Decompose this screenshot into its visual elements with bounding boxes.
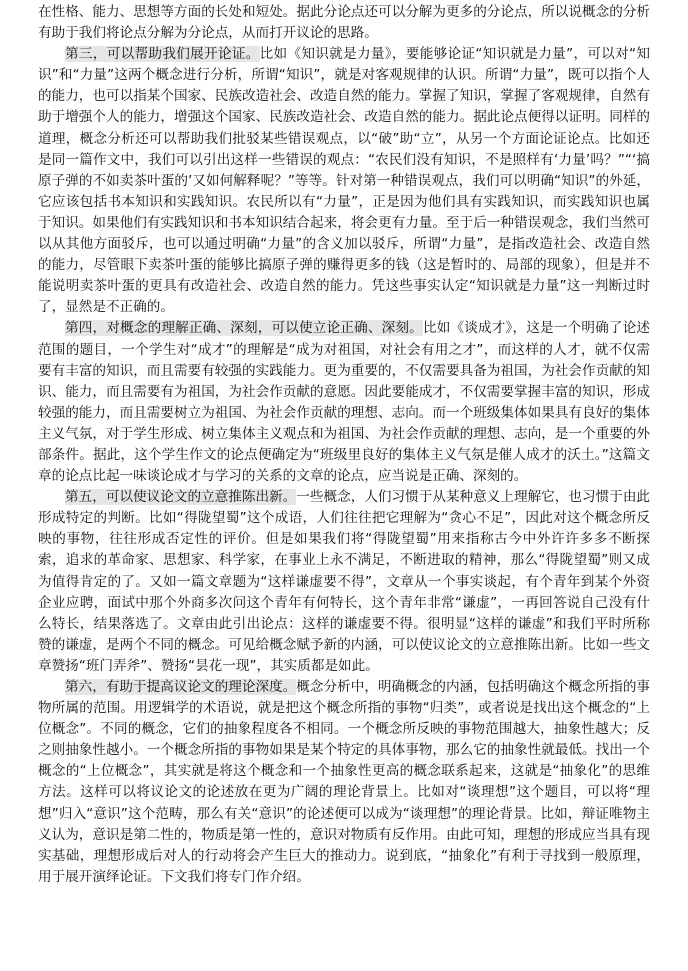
paragraph-fifth-body: 一些概念，人们习惯于从某种意义上理解它，也习惯于由此形成特定的判断。比如“得陇望蜀”这个成语，人们往往把它理解为“贪心不足”，因此对这个概念所反映的事物，往往形成否定性的评价。但是如果我们将“得陇望蜀”用来指称古今中外许许多多不断探索，追求的革命家、思想家、科学家，在事业上永不满足，不断进取的精神，那么“得陇望蜀”则又成为值得肯定的了。又如一篇文章题为“这样谦虚要不得”，文章从一个事实谈起，有个青年到某个外资企业应聘，面试中那个外商多次问这个青年有何特长，这个青年非常“谦虚”，一再回答说自己没有什么特长，结果落选了。文章由此引出论点：这样的谦虚要不得。很明显“这样的谦虚”和我们平时所称赞的谦虚，是两个不同的概念。可见给概念赋予新的内涵，可以使议论文的立意推陈出新。比如一些文章赞扬“班门弄斧”、赞扬“昙花一现”，其实质都是如此。 <box>38 489 651 674</box>
paragraph-fourth-body: 比如《谈成才》，这是一个明确了论述范围的题目，一个学生对“成才”的理解是“成为对祖国，对社会有用之才”，而这样的人才，就不仅需要有丰富的知识，而且需要有较强的实践能力。更为重要的，不仅需要具备为祖国，为社会作贡献的知识、能力，而且需要有为祖国，为社会作贡献的意愿。因此要能成才，不仅需要掌握丰富的知识，形成较强的能力，而且需要树立为祖国、为社会作贡献的理想、志向。而一个班级集体如果具有良好的集体主义气氛，对于学生形成、树立集体主义观点和为祖国、为社会作贡献的理想、志向，是一个重要的外部条件。据此，这个学生作文的论点便确定为“班级里良好的集体主义气氛是催人成才的沃土。”这篇文章的论点比起一味谈论成才与学习的关系的文章的论点，应当说是正确、深刻的。 <box>38 320 650 485</box>
paragraph-third-heading: 第三，可以帮助我们展开论证。 <box>65 46 260 63</box>
paragraph-intro <box>38 2 650 44</box>
paragraph-sixth-heading: 第六，有助于提高议论文的理论深度。 <box>65 679 297 695</box>
paragraph-sixth <box>38 677 650 888</box>
paragraph-third-body: 比如《知识就是力量》，要能够论证“知识就是力量”，可以对“知识”和“力量”这两个概念进行分析，所谓“知识”，就是对客观规律的认识。所谓“力量”，既可以指个人的能力，也可以指某个国家、民族改造社会、改造自然的能力。掌握了知识，掌握了客观规律，自然有助于增强个人的能力，增强这个国家、民族改造社会、改造自然的能力。据此论点便得以证明。同样的道理，概念分析还可以帮助我们批驳某些错误观点，以“破”助“立”，从另一个方面论证论点。比如还是同一篇作文中，我们可以引出这样一些错误的观点：“农民们没有知识，不是照样有‘力量’吗？”“‘搞原子弹的不如卖茶叶蛋的’又如何解释呢？”等等。针对第一种错误观点，我们可以明确“知识”的外延，它应该包括书本知识和实践知识。农民所以有“力量”，正是因为他们具有实践知识，而实践知识也属于知识。如果他们有实践知识和书本知识结合起来，将会更有力量。至于后一种错误观念，我们当然可以从其他方面驳斥，也可以通过明确“力量”的含义加以驳斥，所谓“力量”，是指改造社会、改造自然的能力，尽管眼下卖茶叶蛋的能够比搞原子弹的赚得更多的钱（这是暂时的、局部的现象），但是并不能说明卖茶叶蛋的更具有改造社会、改造自然的能力。凭这些事实认定“知识就是力量”这一判断过时了，显然是不正确的。 <box>38 46 651 316</box>
paragraph-third <box>38 44 650 318</box>
paragraph-intro-body: 在性格、能力、思想等方面的长处和短处。据此分论点还可以分解为更多的分论点，所以说概念的分析有助于我们将论点分解为分论点，从而打开议论的思路。 <box>38 4 650 42</box>
paragraph-fifth-heading: 第五，可以使议论文的立意推陈出新。 <box>65 489 297 506</box>
paragraph-sixth-body: 概念分析中，明确概念的内涵，包括明确这个概念所指的事物所属的范围。用逻辑学的术语说，就是把这个概念所指的事物“归类”，或者说是找出这个概念的“上位概念”。不同的概念，它们的抽象程度各不相同。一个概念所反映的事物范围越大，抽象性越大；反之则抽象性越小。一个概念所指的事物如果是某个特定的具体事物，那么它的抽象性就最低。找出一个概念的“上位概念”，其实就是将这个概念和一个抽象性更高的概念联系起来，这就是“抽象化”的思维方法。这样可以将议论文的论述放在更为广阔的理论背景上。比如对“谈理想”这个题目，可以将“理想”归入“意识”这个范畴，那么有关“意识”的论述便可以成为“谈理想”的理论背景。比如，辩证唯物主义认为，意识是第二性的，物质是第一性的，意识对物质有反作用。由此可知，理想的形成应当具有现实基础，理想形成后对人的行动将会产生巨大的推动力。说到底，“抽象化”有利于寻找到一般原理，用于展开演绎论证。下文我们将专门作介绍。 <box>38 679 651 885</box>
paragraph-fifth <box>38 487 650 677</box>
document-page <box>38 2 650 888</box>
paragraph-fourth-heading: 第四，对概念的理解正确、深刻，可以使立论正确、深刻。 <box>65 320 423 337</box>
paragraph-fourth <box>38 318 650 487</box>
